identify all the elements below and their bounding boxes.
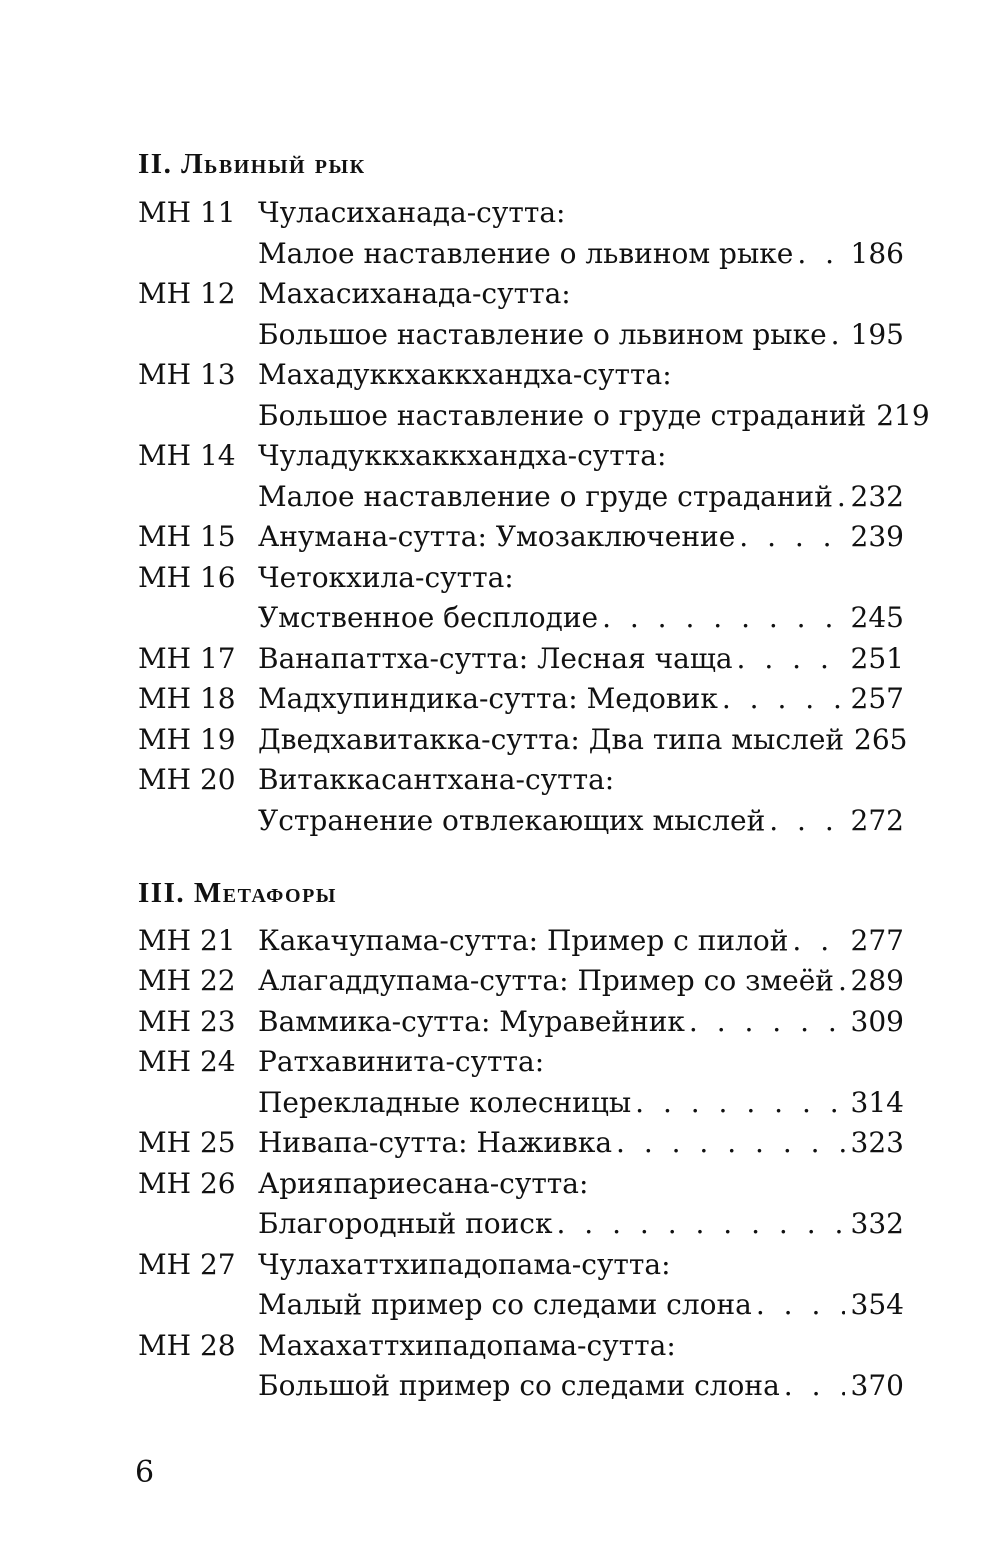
entry-title: Ваммика-сутта: Муравейник [258, 1005, 685, 1038]
dot-leader [689, 1001, 845, 1042]
toc-entry[interactable] [0, 192, 1000, 233]
entry-code: МН 23 [138, 1005, 236, 1038]
entry-subtitle: Устранение отвлекающих мыслей [258, 804, 766, 837]
entry-code: МН 19 [138, 723, 236, 756]
entry-code: МН 11 [138, 196, 236, 229]
entry-code: МН 24 [138, 1045, 236, 1078]
entry-title: Витаккасантхана-сутта: [258, 763, 615, 796]
entry-page: 309 [850, 1005, 904, 1038]
entry-page: 323 [850, 1126, 904, 1159]
entry-page: 195 [850, 318, 904, 351]
entry-code: МН 17 [138, 642, 236, 675]
dot-leader [792, 920, 844, 961]
toc-entry[interactable] [0, 516, 1000, 557]
entry-title: Арияпариесана-сутта: [258, 1167, 589, 1200]
entry-page: 370 [850, 1369, 904, 1402]
toc-entry[interactable] [0, 1244, 1000, 1285]
entry-subtitle: Умственное бесплодие [258, 601, 599, 634]
entry-title: Какачупама-сутта: Пример с пилой [258, 924, 789, 957]
entry-title: Махадуккхаккхандха-сутта: [258, 358, 672, 391]
entry-subtitle: Малое наставление о львином рыке [258, 237, 794, 270]
toc-entry[interactable] [0, 354, 1000, 395]
entry-subtitle: Большое наставление о львином рыке [258, 318, 827, 351]
toc-entry[interactable] [0, 1001, 1000, 1042]
entry-code: МН 20 [138, 763, 236, 796]
dot-leader [784, 1365, 845, 1406]
dot-leader [602, 597, 844, 638]
toc-entry[interactable] [0, 678, 1000, 719]
toc-entry-subtitle[interactable] [0, 395, 1000, 436]
entry-title: Дведхавитакка-сутта: Два типа мыслей [258, 723, 845, 756]
entry-code: МН 18 [138, 682, 236, 715]
entry-page: 219 [876, 399, 930, 432]
dot-leader [616, 1122, 845, 1163]
toc-entry[interactable] [0, 1122, 1000, 1163]
entry-title: Четокхила-сутта: [258, 561, 514, 594]
entry-page: 257 [850, 682, 904, 715]
entry-code: МН 13 [138, 358, 236, 391]
toc-entry[interactable] [0, 759, 1000, 800]
entry-page: 265 [854, 723, 908, 756]
entry-subtitle: Благородный поиск [258, 1207, 553, 1240]
entry-title: Мадхупиндика-сутта: Медовик [258, 682, 718, 715]
toc-entry-subtitle[interactable] [0, 800, 1000, 841]
toc-entry[interactable] [0, 1163, 1000, 1204]
toc-entry[interactable] [0, 719, 1000, 760]
entry-title: Алагаддупама-сутта: Пример со змеёй [258, 964, 834, 997]
toc-entry-subtitle[interactable] [0, 1365, 1000, 1406]
entry-code: МН 12 [138, 277, 236, 310]
toc-entry[interactable] [0, 1041, 1000, 1082]
toc-entry-subtitle[interactable] [0, 476, 1000, 517]
entry-page: 314 [850, 1086, 904, 1119]
entry-subtitle: Малое наставление о груде страданий [258, 480, 833, 513]
entry-title: Ванапаттха-сутта: Лесная чаща [258, 642, 733, 675]
toc-entry-subtitle[interactable] [0, 597, 1000, 638]
dot-leader [797, 233, 844, 274]
entry-page: 277 [850, 924, 904, 957]
toc-entry-subtitle[interactable] [0, 233, 1000, 274]
entry-code: МН 28 [138, 1329, 236, 1362]
entry-subtitle: Большое наставление о груде страданий [258, 399, 867, 432]
toc-entry-subtitle[interactable] [0, 1082, 1000, 1123]
entry-page: 332 [850, 1207, 904, 1240]
dot-leader [722, 678, 845, 719]
toc-entry[interactable] [0, 638, 1000, 679]
entry-code: МН 22 [138, 964, 236, 997]
toc-entry[interactable] [0, 273, 1000, 314]
dot-leader [838, 960, 845, 1001]
entry-subtitle: Перекладные колесницы [258, 1086, 632, 1119]
toc-entry[interactable] [0, 960, 1000, 1001]
section-title: II. Львиный рык [138, 148, 366, 180]
entry-subtitle: Малый пример со следами слона [258, 1288, 752, 1321]
toc-entry[interactable] [0, 557, 1000, 598]
entry-title: Нивапа-сутта: Наживка [258, 1126, 613, 1159]
entry-page: 239 [850, 520, 904, 553]
entry-page: 245 [850, 601, 904, 634]
entry-title: Чулахаттхипадопама-сутта: [258, 1248, 671, 1281]
section-title: III. Метафоры [138, 877, 337, 909]
entry-code: МН 16 [138, 561, 236, 594]
dot-leader [635, 1082, 844, 1123]
entry-page: 354 [850, 1288, 904, 1321]
toc-entry[interactable] [0, 920, 1000, 961]
entry-code: МН 21 [138, 924, 236, 957]
entry-title: Чуладуккхаккхандха-сутта: [258, 439, 667, 472]
entry-page: 232 [850, 480, 904, 513]
toc-entry[interactable] [0, 1325, 1000, 1366]
entry-code: МН 25 [138, 1126, 236, 1159]
entry-subtitle: Большой пример со следами слона [258, 1369, 780, 1402]
entry-code: МН 14 [138, 439, 236, 472]
page-number: 6 [135, 1455, 155, 1490]
entry-page: 186 [850, 237, 904, 270]
entry-page: 289 [850, 964, 904, 997]
entry-title: Чуласиханада-сутта: [258, 196, 566, 229]
dot-leader [737, 638, 845, 679]
entry-page: 251 [850, 642, 904, 675]
entry-title: Анумана-сутта: Умозаключение [258, 520, 736, 553]
entry-title: Махахаттхипадопама-сутта: [258, 1329, 676, 1362]
entry-title: Ратхавинита-сутта: [258, 1045, 545, 1078]
dot-leader [837, 476, 845, 517]
dot-leader [831, 314, 845, 355]
dot-leader [739, 516, 844, 557]
entry-code: МН 27 [138, 1248, 236, 1281]
entry-page: 272 [850, 804, 904, 837]
toc-entry-subtitle[interactable] [0, 1203, 1000, 1244]
entry-title: Махасиханада-сутта: [258, 277, 571, 310]
dot-leader [769, 800, 844, 841]
dot-leader [556, 1203, 844, 1244]
toc-entry-subtitle[interactable] [0, 1284, 1000, 1325]
toc-entry[interactable] [0, 435, 1000, 476]
entry-code: МН 26 [138, 1167, 236, 1200]
entry-code: МН 15 [138, 520, 236, 553]
toc-entry-subtitle[interactable] [0, 314, 1000, 355]
dot-leader [756, 1284, 845, 1325]
